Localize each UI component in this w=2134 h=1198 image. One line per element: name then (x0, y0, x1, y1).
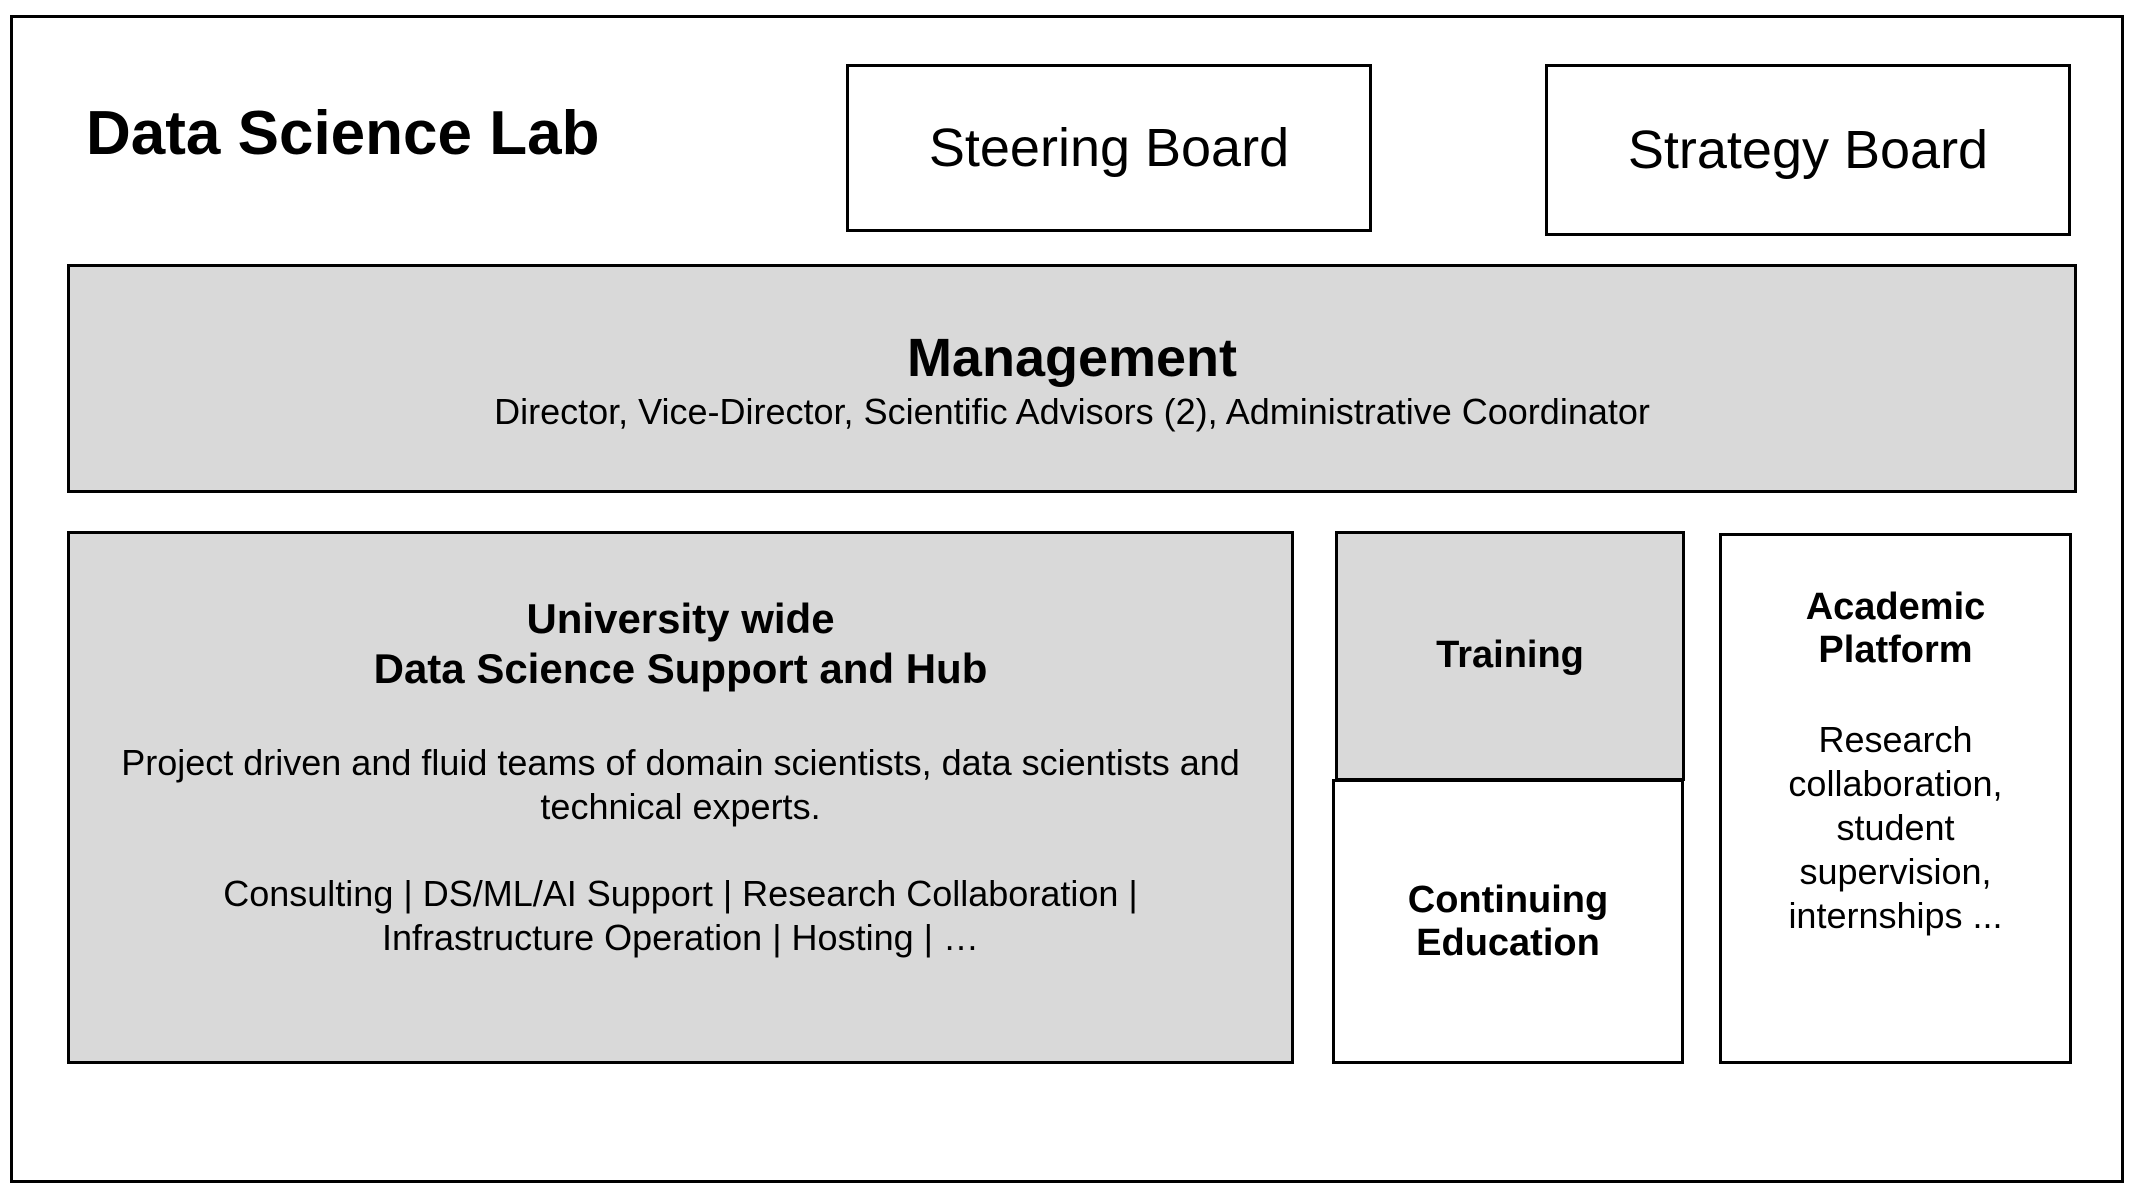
strategy-board-box (1545, 64, 2071, 236)
management-box (67, 264, 2077, 493)
strategy-board-label: Strategy Board (1627, 120, 1989, 180)
academic-platform-description: Research collaboration, student supervision, internships ... (1788, 718, 2003, 936)
support-hub-description: Project driven and fluid teams of domain scientists, data scientists and technical experts. (121, 741, 1240, 827)
support-hub-services: Consulting | DS/ML/AI Support | Research Collaboration | Infrastructure Operation | Hosting | … (223, 872, 1138, 958)
continuing-education-box (1332, 779, 1684, 1064)
steering-board-box (846, 64, 1372, 232)
lab-title: Data Science Lab (86, 99, 600, 168)
steering-board-label: Steering Board (928, 118, 1290, 178)
training-box (1335, 531, 1685, 781)
management-title: Management (906, 328, 1238, 389)
academic-platform-box (1719, 533, 2072, 1064)
support-hub-box (67, 531, 1294, 1064)
management-members: Director, Vice-Director, Scientific Advisors (2), Administrative Coordinator (494, 390, 1650, 432)
continuing-education-title: Continuing Education (1407, 878, 1609, 964)
support-hub-title: University wide Data Science Support and Hub (373, 595, 988, 693)
training-title: Training (1436, 634, 1584, 677)
academic-platform-title: Academic Platform (1805, 586, 1986, 671)
